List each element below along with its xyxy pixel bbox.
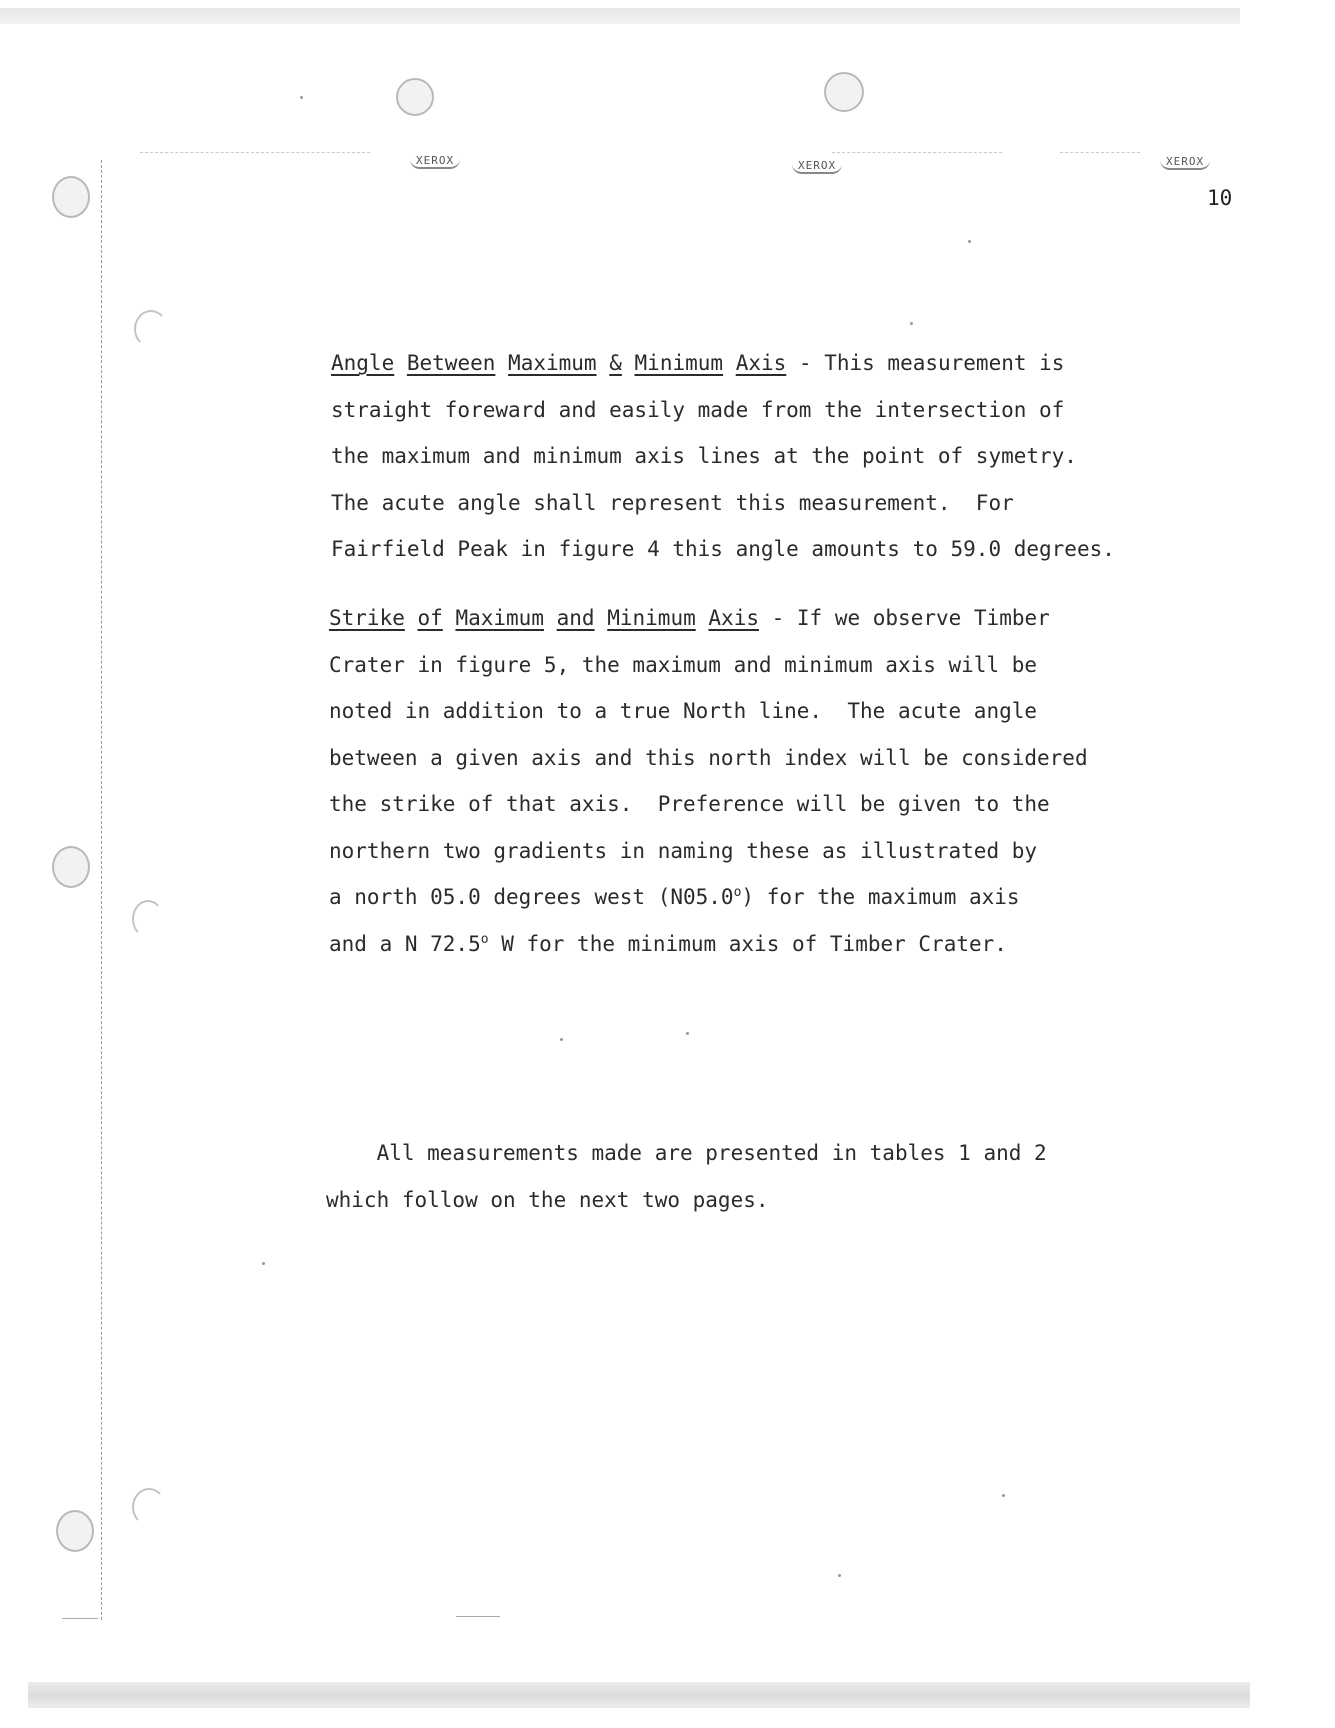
paragraph-line: northern two gradients in naming these as illustrated by (329, 838, 1038, 863)
paragraph-line: which follow on the next two pages. (326, 1187, 769, 1212)
paragraph-line (329, 874, 1088, 921)
paragraph-line (329, 921, 1088, 968)
xerox-stamp-3: XEROX (1160, 156, 1210, 170)
header-dash-3 (1060, 152, 1140, 154)
degree-superscript: o (480, 931, 489, 947)
xerox-stamp-2: XEROX (792, 160, 842, 174)
paragraph-line (331, 340, 1115, 387)
punch-hole-top-left (396, 78, 434, 116)
header-dash-1 (140, 152, 370, 154)
paragraph-line: the maximum and minimum axis lines at the point of symetry. (331, 444, 1077, 468)
heading-word: Minimum (634, 351, 724, 375)
heading-word: Axis (735, 351, 787, 375)
binding-margin-line (101, 160, 103, 1620)
line-text: a north 05.0 degrees west (N05.0 (329, 885, 734, 909)
punch-hole-left-2 (52, 846, 90, 888)
heading-word: Maximum (508, 351, 597, 375)
line-text: and a N 72.5 (329, 931, 481, 956)
pencil-mark (62, 1618, 98, 1619)
header-dash-2 (832, 152, 1002, 154)
paragraph-line: noted in addition to a true North line. The acute angle (329, 699, 1038, 723)
heading-word: Axis (708, 606, 759, 630)
paragraph-strike-of-axes (329, 595, 1088, 967)
paragraph-line: The acute angle shall represent this measurement. For (331, 490, 1014, 515)
paragraph-line: straight foreward and easily made from the intersection of (331, 397, 1065, 422)
paragraph-line: All measurements made are presented in tables 1 and 2 (326, 1141, 1047, 1165)
paragraph-line (329, 595, 1088, 642)
page-number: 10 (1207, 186, 1233, 210)
speck (968, 240, 971, 243)
heading-word: Strike (329, 606, 405, 630)
hole-shadow-ring-2 (132, 900, 164, 938)
speck (686, 1032, 689, 1035)
speck (262, 1262, 265, 1265)
paragraph-line: Crater in figure 5, the maximum and minimum axis will be (329, 652, 1038, 677)
line-text: - This measurement is (786, 351, 1065, 375)
punch-hole-left-3 (56, 1510, 94, 1552)
heading-word: Maximum (455, 606, 544, 630)
hole-shadow-ring-1 (134, 310, 168, 348)
heading-word: Minimum (607, 606, 696, 630)
degree-superscript: o (733, 885, 742, 900)
paragraph-line: Fairfield Peak in figure 4 this angle amounts to 59.0 degrees. (331, 537, 1115, 561)
hole-shadow-ring-3 (132, 1488, 166, 1526)
speck (910, 322, 913, 325)
heading-word: Between (406, 351, 496, 375)
paragraph-line: between a given axis and this north index will be considered (329, 745, 1088, 770)
speck (838, 1574, 841, 1577)
paragraph-angle-between-axes (331, 340, 1115, 573)
speck (560, 1038, 563, 1041)
paragraph-line: the strike of that axis. Preference will be given to the (329, 792, 1050, 816)
line-text: - If we observe Timber (758, 606, 1050, 630)
scan-edge-bottom (28, 1682, 1250, 1708)
closing-paragraph (326, 1130, 1047, 1223)
heading-word: Angle (331, 351, 395, 375)
punch-hole-left-1 (52, 176, 90, 218)
heading-word: & (609, 351, 622, 375)
line-text: ) for the maximum axis (741, 885, 1020, 909)
heading-word: of (417, 606, 443, 630)
speck (300, 96, 303, 99)
xerox-stamp-1: XEROX (410, 155, 460, 169)
scan-edge-top (0, 8, 1240, 24)
heading-word: and (556, 606, 595, 630)
line-text: W for the minimum axis of Timber Crater. (488, 931, 1007, 956)
punch-hole-top-right (824, 72, 864, 112)
speck (1002, 1494, 1005, 1497)
pencil-mark (456, 1616, 500, 1617)
